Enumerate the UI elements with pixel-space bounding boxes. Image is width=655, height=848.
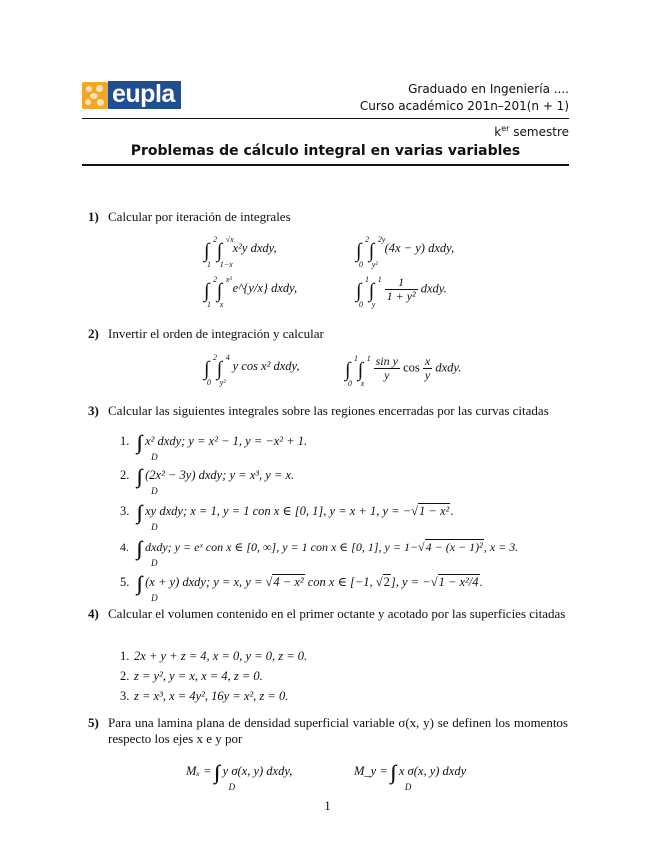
p3-item-4: 4. D dxdy; y = eˣ con x ∈ [0, ∞], y = 1 con x ∈ [0, 1], y = 1−√4 − (x − 1)², x = 3.	[120, 540, 519, 568]
p5-moment-y: M_y = D x σ(x, y) dxdy	[354, 764, 467, 792]
problem-1-number: 1)	[88, 209, 99, 224]
p5-moment-x: Mₓ = D y σ(x, y) dxdy,	[186, 764, 293, 792]
eupla-logo	[82, 81, 181, 109]
problem-1-text: Calcular por iteración de integrales	[108, 209, 291, 224]
problem-4-number: 4)	[88, 606, 99, 621]
problem-5-text: Para una lamina plana de densidad superficial variable σ(x, y) se definen los momentos respecto los ejes x e y por	[108, 715, 568, 746]
p3-item-1: 1. D x² dxdy; y = x² − 1, y = −x² + 1.	[120, 434, 308, 462]
page-title: Problemas de cálculo integral en varias variables	[130, 143, 521, 159]
page-number: 1	[324, 798, 331, 813]
p2-integral-1: ∫ 2 0 ∫ 4 y² y cos x² dxdy,	[204, 353, 300, 387]
p1-integral-3: ∫ 2 1 ∫ x³ x e^{y/x} dxdy,	[204, 275, 298, 309]
p1-integral-4: ∫ 1 0 ∫ 1 y $\frac{1}{\text{1 + y²}}$ dxdy.	[356, 275, 447, 310]
title-rule	[82, 164, 569, 166]
problem-5-number: 5)	[88, 715, 99, 730]
header-rule	[82, 118, 569, 119]
semester-label: $k^{er}$ semestre	[494, 124, 569, 139]
p4-item-2: 2. z = y², y = x, x = 4, z = 0.	[120, 669, 263, 683]
problem-3-number: 3)	[88, 403, 99, 418]
p4-item-1: 1. 2x + y + z = 4, x = 0, y = 0, z = 0.	[120, 649, 308, 663]
p3-item-3: 3. D xy dxdy; x = 1, y = 1 con x ∈ [0, 1], y = x + 1, y = −√1 − x².	[120, 504, 454, 532]
problem-2-text: Invertir el orden de integración y calcular	[108, 326, 324, 341]
academic-year-line: Curso académico 201n–201(n + 1)	[359, 99, 569, 113]
logo-wordmark: eupla	[108, 81, 181, 109]
logo-emblem-icon	[82, 82, 108, 109]
problem-4-text: Calcular el volumen contenido en el primer octante y acotado por las superficies citadas	[108, 606, 566, 621]
p4-item-3: 3. z = x³, x = 4y², 16y = x², z = 0.	[120, 689, 289, 703]
problem-2-number: 2)	[88, 326, 99, 341]
degree-line: Graduado en Ingeniería ....	[408, 82, 569, 96]
problem-3-text: Calcular las siguientes integrales sobre las regiones encerradas por las curvas citadas	[108, 403, 549, 418]
p1-integral-1: ∫ 2 1 ∫ √x 1−x x²y dxdy,	[204, 235, 277, 269]
p3-item-5: 5. D (x + y) dxdy; y = x, y = √4 − x² con x ∈ [−1, √2], y = −√1 − x²/4.	[120, 575, 483, 603]
p1-integral-2: ∫ 2 0 ∫ 2y y² (4x − y) dxdy,	[356, 235, 455, 269]
p2-integral-2: ∫ 1 0 ∫ 1 x $\frac{\text{sin y}}{y}$ cos $\frac{x}{y}$ dxdy.	[345, 354, 462, 389]
p3-item-2: 2. D (2x² − 3y) dxdy; y = x³, y = x.	[120, 468, 295, 496]
